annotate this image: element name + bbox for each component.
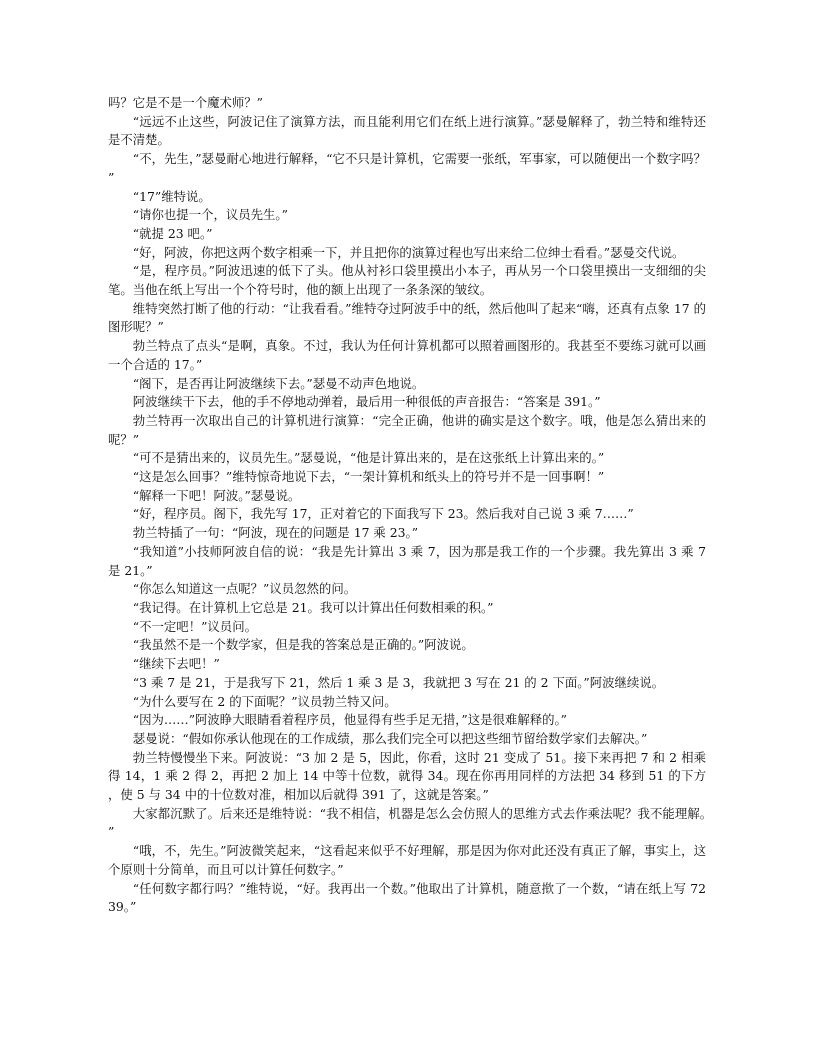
- paragraph: “我虽然不是一个数学家，但是我的答案总是正确的。”阿波说。: [132, 637, 474, 653]
- paragraph: “远远不止这些，阿波记住了演算方法，而且能利用它们在纸上进行演算。”瑟曼解释了，勃兰特和维特还是不清楚。: [108, 113, 706, 148]
- paragraph: “可不是猜出来的，议员先生。”瑟曼说，“他是计算出来的，是在这张纸上计算出来的。”: [132, 450, 605, 466]
- paragraph: “你怎么知道这一点呢？”议员忽然的问。: [132, 581, 357, 597]
- document-page: [108, 94, 706, 917]
- paragraph: 大家都沉默了。后来还是维特说：“我不相信，机器是怎么会仿照人的思维方式去作乘法呢？我不能理解。”: [108, 805, 706, 840]
- paragraph: “为什么要写在 2 的下面呢？”议员勃兰特又问。: [132, 693, 397, 709]
- paragraph: 阿波继续干下去，他的手不停地动弹着，最后用一种很低的声音报告：“答案是 391。”: [132, 394, 601, 410]
- paragraph: “这是怎么回事？”维特惊奇地说下去，“一架计算机和纸头上的符号并不是一回事啊！”: [132, 469, 605, 485]
- paragraph: 勃兰特点了点头“是啊，真象。不过，我认为任何计算机都可以照着画图形的。我甚至不要练习就可以画一个合适的 17。”: [108, 338, 706, 372]
- paragraph: “不，先生，”瑟曼耐心地进行解释，“它不只是计算机，它需要一张纸，军事家，可以随便出一个数字吗？”: [108, 151, 706, 185]
- paragraph: “任何数字都行吗？”维特说，“好。我再出一个数。”他取出了计算机，随意揿了一个数，“请在纸上写 7239。”: [108, 880, 706, 915]
- paragraph: 勃兰特插了一句：“阿波，现在的问题是 17 乘 23。”: [132, 525, 419, 541]
- paragraph: 维特突然打断了他的行动：“让我看看。”维特夺过阿波手中的纸，然后他叫了起来“嗨，还真有点象 17 的图形呢？”: [108, 300, 706, 335]
- paragraph: “哦，不，先生。”阿波微笑起来，“这看起来似乎不好理解，那是因为你对此还没有真正了解，事实上，这个原则十分简单，而且可以计算任何数字。”: [108, 843, 706, 877]
- paragraph: “解释一下吧！阿波。”瑟曼说。: [132, 487, 301, 503]
- paragraph: 勃兰特慢慢坐下来。阿波说：“3 加 2 是 5，因此，你看，这时 21 变成了 51。接下来再把 7 和 2 相乘得 14，1 乘 2 得 2，再把 2 加上 14 中等十位数，就得 34。现在你再用同样的方法把 34 移到 51 的下方，使 5 与 34 中的十位数对准，相加以后就得 391 了，这就是答案。”: [108, 749, 706, 803]
- paragraph: “17”维特说。: [132, 188, 211, 204]
- paragraph: “好，阿波，你把这两个数字相乘一下，并且把你的演算过程也写出来给二位绅士看看。”瑟曼交代说。: [132, 244, 685, 260]
- paragraph: “我知道”小技师阿波自信的说：“我是先计算出 3 乘 7，因为那是我工作的一个步骤。我先算出 3 乘 7 是 21。”: [108, 543, 706, 578]
- paragraph: 勃兰特再一次取出自己的计算机进行演算：“完全正确，他讲的确实是这个数字。哦，他是怎么猜出来的呢？”: [108, 412, 706, 447]
- paragraph: “好，程序员。阁下，我先写 17，正对着它的下面我写下 23。然后我对自己说 3 乘 7……”: [132, 506, 634, 522]
- paragraph: 瑟曼说：“假如你承认他现在的工作成绩，那么我们完全可以把这些细节留给数学家们去解决。”: [132, 730, 648, 746]
- paragraph: “请你也提一个，议员先生。”: [132, 207, 288, 223]
- paragraph: “不一定吧！”议员问。: [132, 618, 257, 634]
- paragraph: “阁下，是否再让阿波继续下去。”瑟曼不动声色地说。: [132, 375, 425, 391]
- paragraph: “我记得。在计算机上它总是 21。我可以计算出任何数相乘的积。”: [132, 599, 494, 615]
- paragraph: “3 乘 7 是 21，于是我写下 21，然后 1 乘 3 是 3，我就把 3 写在 21 的 2 下面。”阿波继续说。: [132, 674, 665, 690]
- paragraph: “就提 23 吧。”: [132, 225, 213, 241]
- paragraph: “继续下去吧！”: [132, 656, 220, 672]
- paragraph: “是，程序员。”阿波迅速的低下了头。他从衬衫口袋里摸出小本子，再从另一个口袋里摸出一支细细的尖笔。当他在纸上写出一个个符号时，他的额上出现了一条条深的皱纹。: [108, 263, 706, 298]
- paragraph: 吗？它是不是一个魔术师？”: [108, 95, 264, 110]
- paragraph: “因为……”阿波睁大眼睛看着程序员，他显得有些手足无措，”这是很难解释的。”: [132, 712, 568, 728]
